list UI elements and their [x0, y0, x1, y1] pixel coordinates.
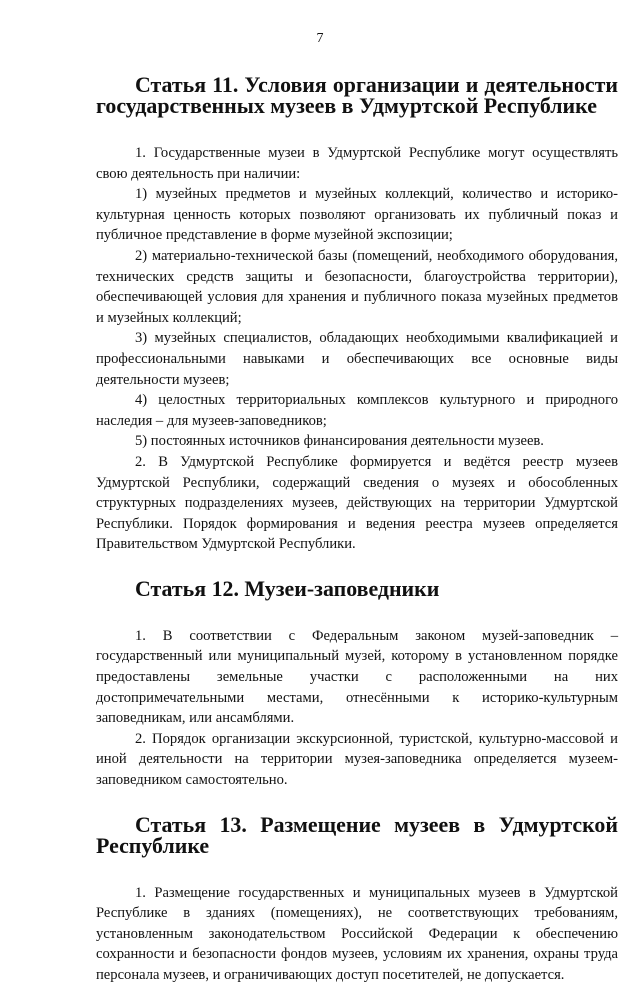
article-11-paragraph: 1. Государственные музеи в Удмуртской Республике могут осуществлять свою деятельность при наличии: [96, 145, 618, 182]
article-12-heading [96, 575, 618, 601]
article-12 [96, 575, 618, 791]
article-11-paragraph: 2) материально-технической базы (помещений, необходимого оборудования, технических средств защиты и безопасности, благоустройства территории), обеспечивающей условия для хранения и публичного показа музейных предметов и музейных коллекций; [96, 247, 618, 326]
article-12-number: Статья 12. [135, 575, 239, 601]
page-number: 7 [316, 31, 324, 46]
article-12-title: Музеи-заповедники [244, 575, 440, 601]
article-12-paragraph: 2. Порядок организации экскурсионной, туристской, культурно-массовой и иной деятельности на территории музея-заповедника определяется музеем-заповедником самостоятельно. [96, 730, 618, 789]
article-11-paragraph: 4) целостных территориальных комплексов культурного и природного наследия – для музеев-заповедников; [96, 392, 618, 429]
article-12-paragraph: 1. В соответствии с Федеральным законом музей-заповедник – государственный или муниципальный музей, которому в установленном порядке предоставлены земельные участки с расположенными на них достопримечательными местами, отнесёнными к историко-культурным заповедникам, или ансамблями. [96, 627, 618, 727]
article-11-paragraph: 3) музейных специалистов, обладающих необходимыми квалификацией и профессиональными навыками и обеспечивающих все основные виды деятельности музеев; [96, 330, 618, 388]
article-13-title: Размещение музеев в Удмуртской Республике [96, 811, 618, 858]
article-13 [96, 811, 618, 986]
article-13-paragraph: 1. Размещение государственных и муниципальных музеев в Удмуртской Республике в зданиях (помещениях), не соответствующих требованиям, установленным законодательством Российской Федерации к обеспечению сохранности и безопасности фондов музеев, условиям их хранения, охраны труда персонала музеев, и ограничивающих доступ посетителей, не допускается. [96, 884, 618, 983]
article-11-paragraph: 2. В Удмуртской Республике формируется и ведётся реестр музеев Удмуртской Республики, содержащий сведения о музеях и обособленных структурных подразделениях музеев, действующих на территории Удмуртской Республики. Порядок формирования и ведения реестра музеев определяется Правительством Удмуртской Республики. [96, 453, 618, 553]
article-11-heading [96, 74, 618, 116]
article-11-paragraph: 5) постоянных источников финансирования деятельности музеев. [135, 433, 544, 450]
document-body [96, 74, 618, 986]
article-11-title: Условия организации и деятельности государственных музеев в Удмуртской Республике [96, 72, 618, 118]
article-11 [96, 74, 618, 555]
article-13-heading [96, 811, 618, 858]
article-13-number: Статья 13. [135, 811, 247, 837]
article-11-paragraph: 1) музейных предметов и музейных коллекций, количество и историко-культурная ценность которых позволяют организовать их публичный показ и публичное представление в форме музейной экспозиции; [96, 186, 618, 244]
article-11-number: Статья 11. [135, 72, 239, 97]
